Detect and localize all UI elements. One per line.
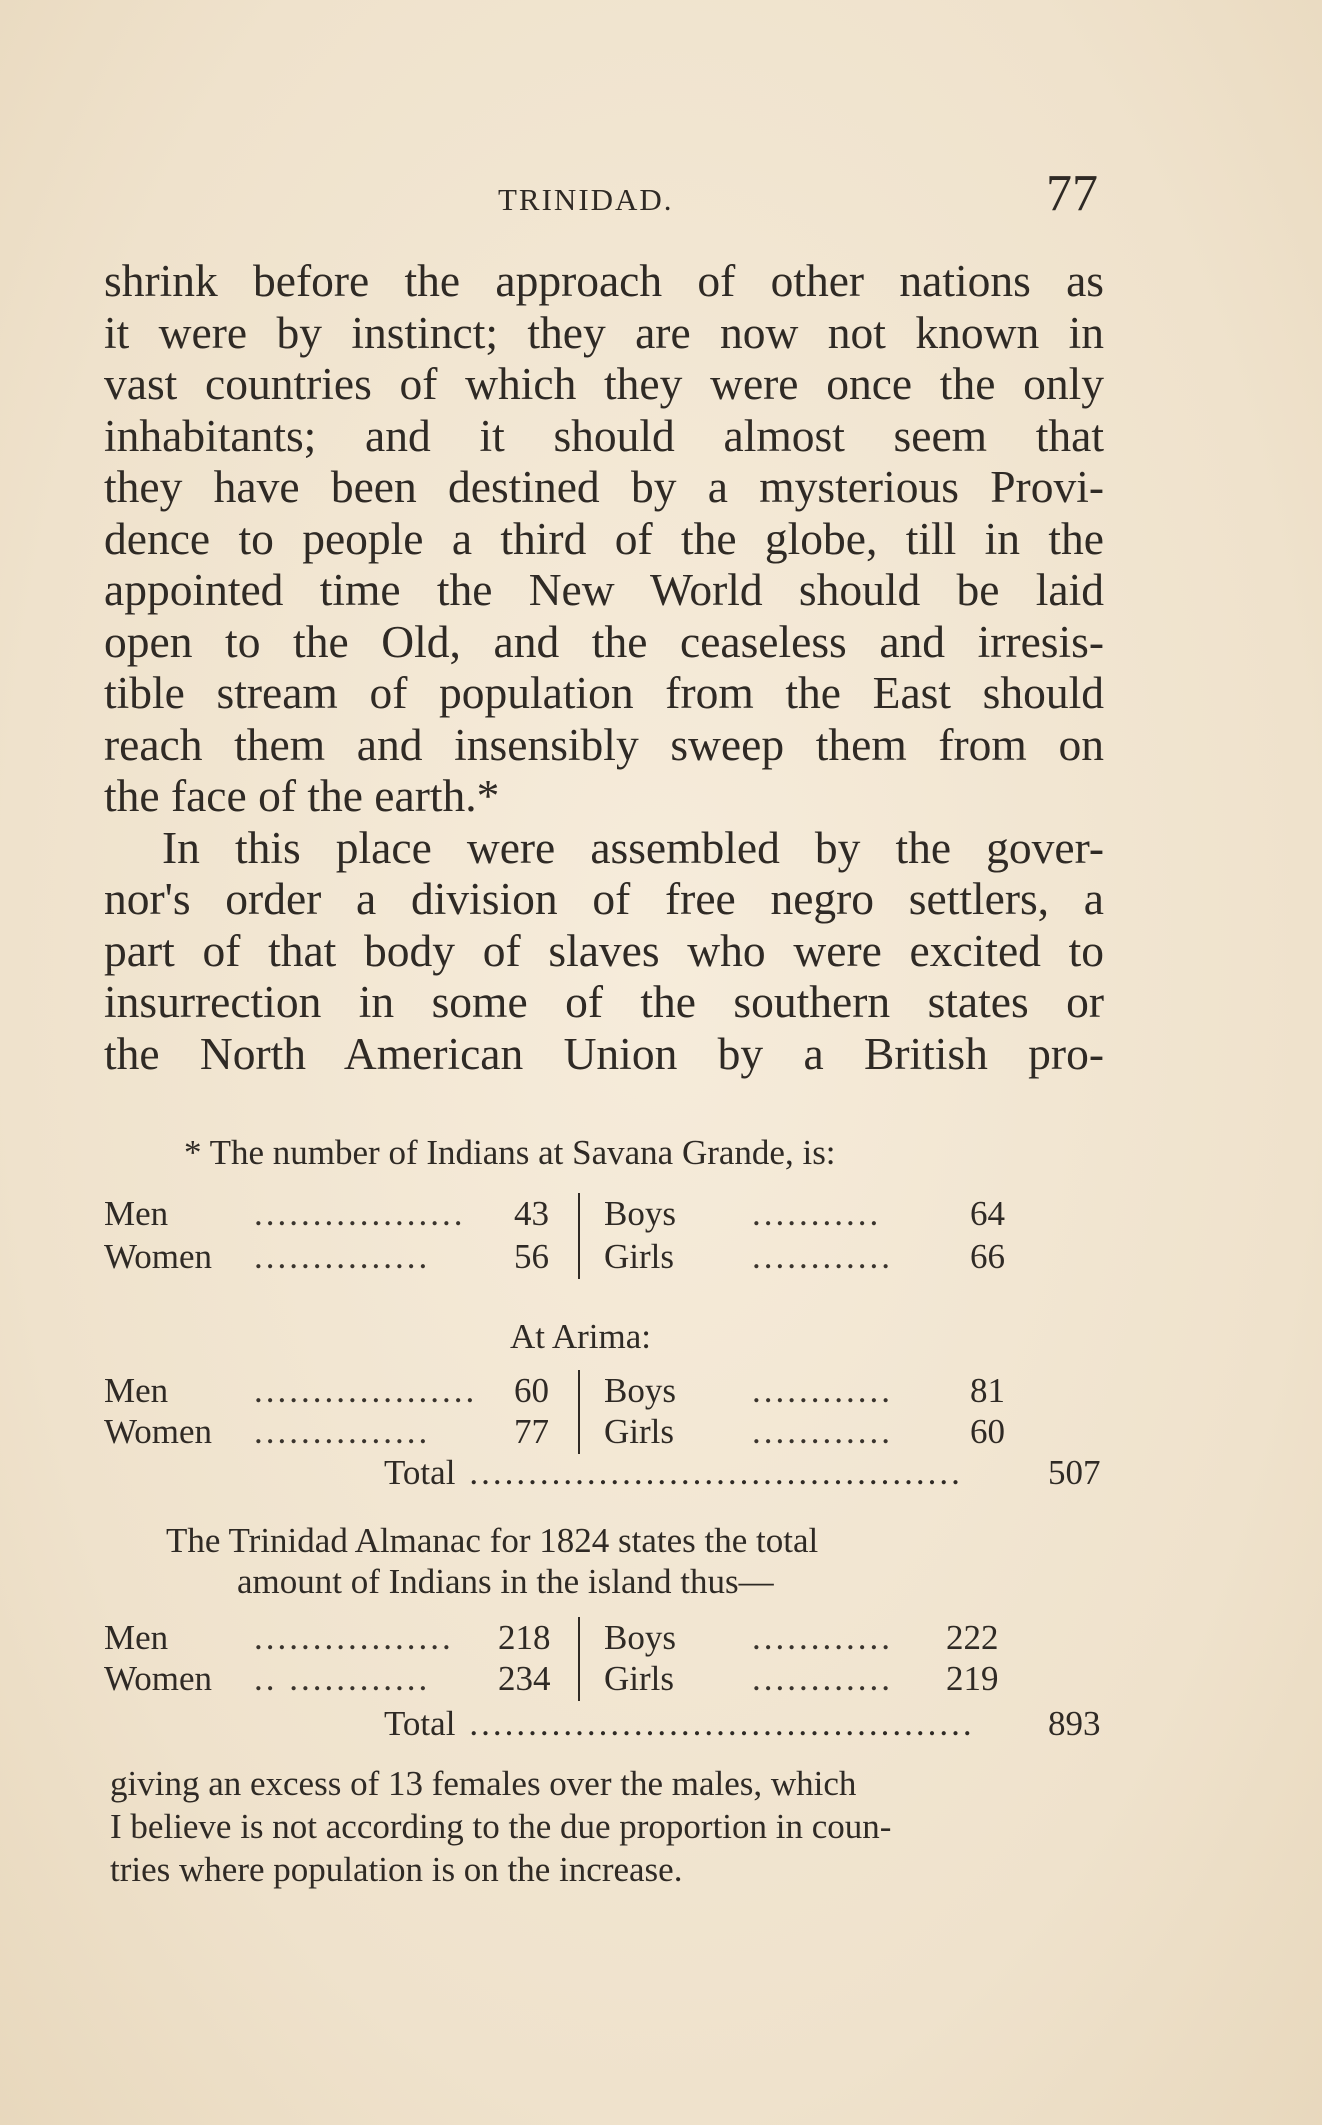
almanac-line: The Trinidad Almanac for 1824 states the total — [166, 1521, 819, 1560]
row-label: Girls — [604, 1237, 674, 1276]
text-line: appointed time the New World should be laid — [104, 564, 1104, 615]
table-row — [104, 1370, 1114, 1411]
table-row — [104, 1411, 1114, 1452]
leader-dots: ................... — [254, 1371, 478, 1410]
row-label: Girls — [604, 1659, 674, 1698]
column-divider — [578, 1617, 580, 1701]
table-row — [104, 1617, 1114, 1658]
table-row — [104, 1236, 1114, 1277]
row-label: Boys — [604, 1194, 676, 1233]
text-line: the North American Union by a British pro- — [104, 1027, 1104, 1079]
closing-line: I believe is not according to the due proportion in coun- — [110, 1807, 892, 1846]
row-value: 234 — [498, 1659, 551, 1698]
closing-text — [110, 1762, 1110, 1891]
row-label: Men — [104, 1618, 169, 1657]
text-line: part of that body of slaves who were excited to — [104, 924, 1104, 976]
row-value: 222 — [946, 1618, 999, 1657]
leader-dots: ................. — [254, 1618, 454, 1657]
closing-line: tries where population is on the increase. — [110, 1850, 683, 1889]
leader-dots: .................. — [254, 1194, 466, 1233]
row-label: Girls — [604, 1412, 674, 1451]
leader-dots: ........... — [752, 1194, 882, 1233]
total-value: 893 — [1048, 1704, 1101, 1743]
text-line: shrink before the approach of other nations as — [104, 255, 1104, 306]
row-label: Men — [104, 1371, 169, 1410]
row-value: 81 — [970, 1371, 1005, 1410]
row-value: 219 — [946, 1659, 999, 1698]
text-line: vast countries of which they were once the only — [104, 358, 1104, 409]
closing-line: giving an excess of 13 females over the males, which — [110, 1764, 857, 1803]
leader-dots: ............... — [254, 1237, 431, 1276]
row-value: 64 — [970, 1194, 1005, 1233]
row-value: 77 — [514, 1412, 549, 1451]
row-label: Women — [104, 1412, 212, 1451]
text-line: they have been destined by a mysterious Provi- — [104, 461, 1104, 512]
text-line: dence to people a third of the globe, till in the — [104, 512, 1104, 564]
text-line: inhabitants; and it should almost seem that — [104, 409, 1104, 461]
arima-heading: At Arima: — [510, 1317, 651, 1356]
leader-dots: .. ............ — [254, 1659, 431, 1698]
table-row — [104, 1658, 1114, 1699]
text-line: insurrection in some of the southern states or — [104, 976, 1104, 1027]
text-line: open to the Old, and the ceaseless and irresis- — [104, 615, 1104, 667]
leader-dots: ............ — [752, 1659, 893, 1698]
leader-dots: ............ — [752, 1371, 893, 1410]
text-line: reach them and insensibly sweep them from on — [104, 718, 1104, 770]
body-text — [104, 255, 1104, 1079]
row-value: 218 — [498, 1618, 551, 1657]
total-label: Total — [384, 1453, 456, 1492]
column-divider — [578, 1370, 580, 1454]
leader-dots: ............... — [254, 1412, 431, 1451]
almanac-line: amount of Indians in the island thus— — [237, 1562, 774, 1601]
leader-dots: ............ — [752, 1618, 893, 1657]
total-label: Total — [384, 1704, 456, 1743]
leader-dots: ............ — [752, 1237, 893, 1276]
row-label: Men — [104, 1194, 169, 1233]
total-row — [384, 1452, 1101, 1493]
leader-dots: ........................................... — [469, 1704, 975, 1743]
running-head: TRINIDAD. — [498, 182, 674, 217]
table-row — [104, 1193, 1114, 1234]
text-line: it were by instinct; they are now not known in — [104, 306, 1104, 358]
row-value: 60 — [970, 1412, 1005, 1451]
total-row — [384, 1703, 1101, 1744]
row-label: Boys — [604, 1618, 676, 1657]
leader-dots: .......................................... — [469, 1453, 963, 1492]
text-line: In this place were assembled by the gover- — [162, 821, 1104, 873]
row-label: Women — [104, 1659, 212, 1698]
text-line: tible stream of population from the East should — [104, 667, 1104, 718]
row-value: 56 — [514, 1237, 549, 1276]
row-value: 43 — [514, 1194, 549, 1233]
column-divider — [578, 1193, 580, 1279]
row-value: 66 — [970, 1237, 1005, 1276]
footnote-intro: * The number of Indians at Savana Grande, is: — [184, 1133, 836, 1172]
text-line: the face of the earth.* — [104, 770, 500, 821]
row-label: Women — [104, 1237, 212, 1276]
total-value: 507 — [1048, 1453, 1101, 1492]
page-number: 77 — [1046, 165, 1098, 222]
text-line: nor's order a division of free negro settlers, a — [104, 873, 1104, 924]
leader-dots: ............ — [752, 1412, 893, 1451]
row-label: Boys — [604, 1371, 676, 1410]
row-value: 60 — [514, 1371, 549, 1410]
